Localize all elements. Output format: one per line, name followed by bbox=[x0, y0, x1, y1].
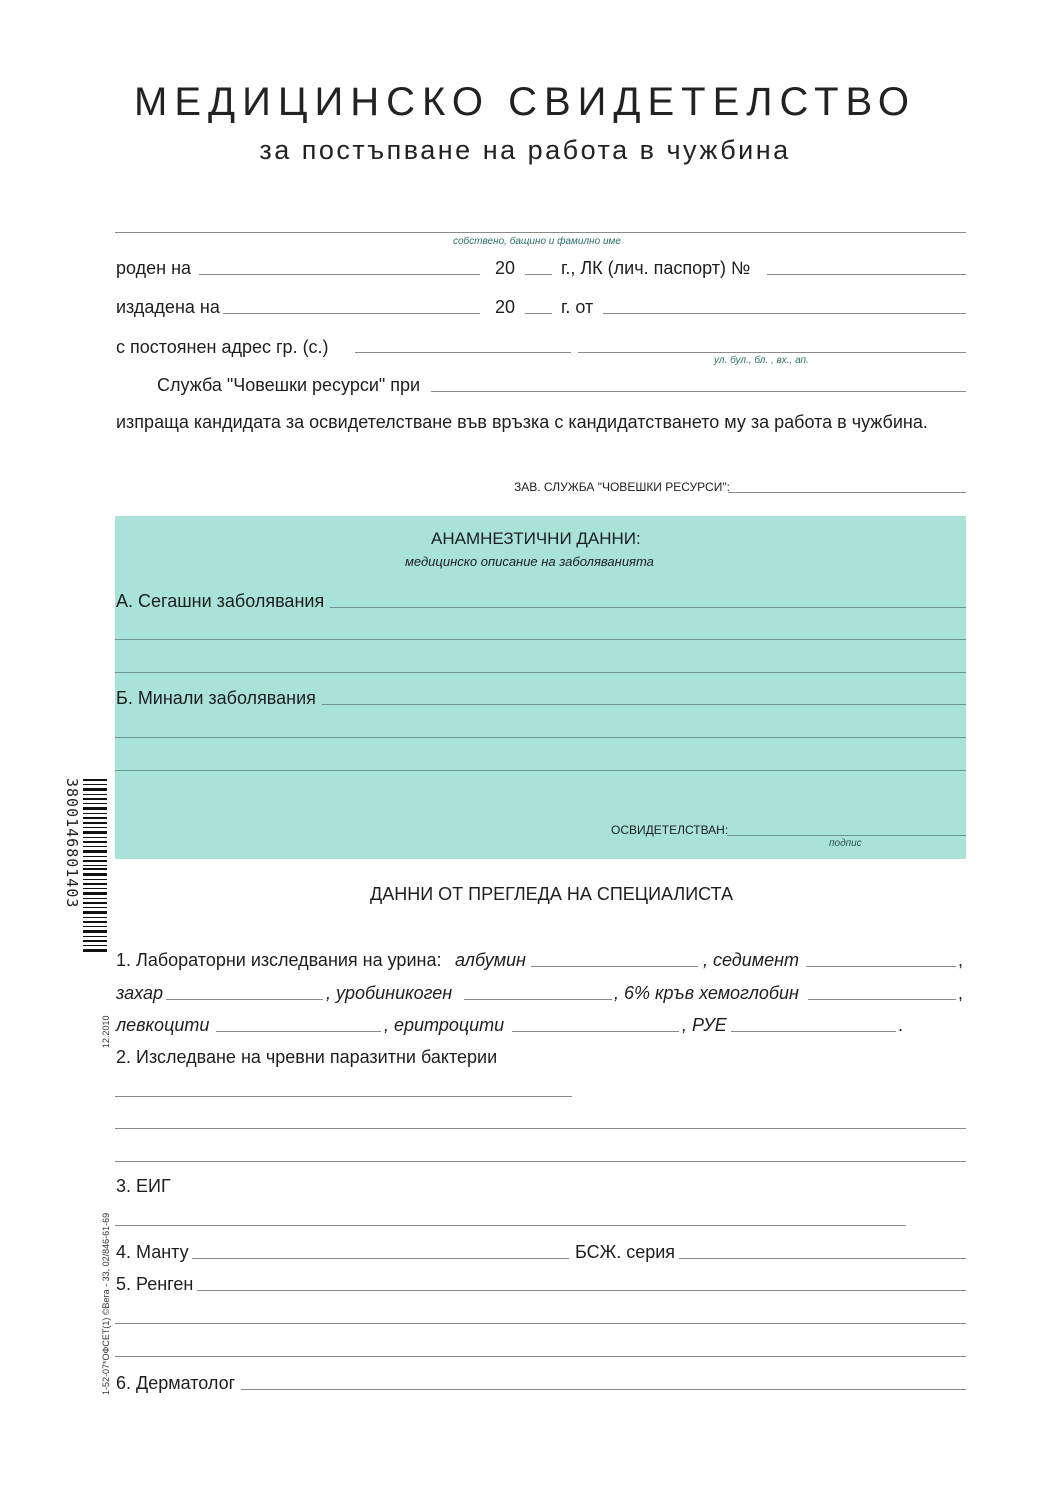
examined-label: ОСВИДЕТЕЛСТВАН: bbox=[611, 823, 729, 837]
hr-head-label: ЗАВ. СЛУЖБА "ЧОВЕШКИ РЕСУРСИ": bbox=[514, 480, 730, 494]
past-diseases-line-3[interactable] bbox=[115, 770, 966, 771]
hr-service-label: Служба "Човешки ресурси" при bbox=[157, 375, 421, 395]
urine-tests-label: 1. Лабораторни изследвания на урина: bbox=[116, 950, 442, 970]
examined-signature-field[interactable] bbox=[727, 835, 966, 836]
past-diseases-line-2[interactable] bbox=[115, 737, 966, 738]
leukocytes-label: левкоцити bbox=[116, 1015, 210, 1035]
issued-date-field[interactable] bbox=[223, 313, 480, 314]
rue-field[interactable] bbox=[731, 1031, 896, 1032]
parasites-label: 2. Изследване на чревни паразитни бактерии bbox=[116, 1047, 498, 1067]
parasites-field[interactable] bbox=[115, 1096, 572, 1097]
xray-label: 5. Ренген bbox=[116, 1274, 194, 1294]
xray-line-2[interactable] bbox=[115, 1323, 966, 1324]
address-hint: ул. бул., бл. , вх., ап. bbox=[714, 355, 809, 366]
parasites-line-2[interactable] bbox=[115, 1128, 966, 1129]
current-diseases-line-2[interactable] bbox=[115, 639, 966, 640]
leukocytes-field[interactable] bbox=[216, 1031, 381, 1032]
date-code: 12.2010 bbox=[101, 1015, 111, 1048]
dermatologist-field[interactable] bbox=[241, 1389, 966, 1390]
sediment-field[interactable] bbox=[806, 966, 956, 967]
current-diseases-line-3[interactable] bbox=[115, 672, 966, 673]
name-field[interactable] bbox=[115, 232, 966, 233]
name-hint: собствено, бащино и фамилно име bbox=[453, 236, 621, 247]
parasites-line-3[interactable] bbox=[115, 1161, 966, 1162]
hr-service-field[interactable] bbox=[431, 391, 966, 392]
address-city-field[interactable] bbox=[355, 352, 571, 353]
barcode-number: 3800146801403 bbox=[63, 778, 81, 909]
hr-head-signature-field[interactable] bbox=[728, 492, 966, 493]
document-subtitle: за постъпване на работа в чужбина bbox=[259, 135, 791, 165]
born-date-field[interactable] bbox=[199, 274, 480, 275]
document-title: МЕДИЦИНСКО СВИДЕТЕЛСТВО bbox=[134, 80, 916, 124]
current-diseases-label: А. Сегашни заболявания bbox=[116, 591, 325, 611]
bcg-series-field[interactable] bbox=[679, 1258, 966, 1259]
current-diseases-field[interactable] bbox=[330, 607, 966, 608]
hr-sentence: изпраща кандидата за освидетелстване във връзка с кандидатстването му за работа в чужбина. bbox=[116, 412, 928, 432]
born-year-prefix: 20 bbox=[495, 258, 516, 278]
born-suffix-label: г., ЛК (лич. паспорт) № bbox=[561, 258, 751, 278]
dermatologist-label: 6. Дерматолог bbox=[116, 1373, 236, 1393]
row1-comma: , bbox=[958, 950, 964, 970]
anamnesis-subheading: медицинско описание на заболяванията bbox=[405, 554, 654, 569]
albumin-label: албумин bbox=[455, 950, 526, 970]
mantoux-label: 4. Манту bbox=[116, 1242, 189, 1262]
urobilinogen-label: , уробиникоген bbox=[326, 983, 453, 1003]
eig-field[interactable] bbox=[115, 1225, 906, 1226]
erythrocytes-field[interactable] bbox=[512, 1031, 679, 1032]
row3-period: . bbox=[898, 1015, 904, 1035]
past-diseases-label: Б. Минали заболявания bbox=[116, 688, 316, 708]
born-year-field[interactable] bbox=[525, 274, 552, 275]
born-label: роден на bbox=[116, 258, 192, 278]
sediment-label: , седимент bbox=[703, 950, 800, 970]
issued-year-field[interactable] bbox=[525, 313, 552, 314]
albumin-field[interactable] bbox=[531, 966, 698, 967]
signature-hint: подпис bbox=[829, 838, 862, 849]
sugar-label: захар bbox=[116, 983, 163, 1003]
past-diseases-field[interactable] bbox=[322, 704, 966, 705]
rue-label: , РУЕ bbox=[682, 1015, 727, 1035]
hemoglobin-label: , 6% кръв хемоглобин bbox=[614, 983, 799, 1003]
erythrocytes-label: , еритроцити bbox=[384, 1015, 505, 1035]
anamnesis-heading: АНАМНЕЗТИЧНИ ДАННИ: bbox=[431, 529, 641, 548]
hemoglobin-field[interactable] bbox=[808, 999, 956, 1000]
row2-comma: , bbox=[958, 983, 964, 1003]
address-street-field[interactable] bbox=[578, 352, 966, 353]
issued-by-label: г. от bbox=[561, 297, 594, 317]
urobilinogen-field[interactable] bbox=[464, 999, 612, 1000]
issued-label: издадена на bbox=[116, 297, 220, 317]
mantoux-field[interactable] bbox=[192, 1258, 569, 1259]
issued-year-prefix: 20 bbox=[495, 297, 516, 317]
address-label: с постоянен адрес гр. (с.) bbox=[116, 337, 329, 357]
xray-line-3[interactable] bbox=[115, 1356, 966, 1357]
issued-by-field[interactable] bbox=[603, 313, 966, 314]
bcg-label: БСЖ. серия bbox=[575, 1242, 676, 1262]
sugar-field[interactable] bbox=[166, 999, 323, 1000]
eig-label: 3. ЕИГ bbox=[116, 1176, 171, 1196]
xray-field[interactable] bbox=[197, 1290, 966, 1291]
barcode bbox=[83, 779, 107, 954]
print-code: 1-52-07*ОФСЕТ(1) ©Вега - 33, 02/846-61-69 bbox=[101, 1212, 111, 1395]
specialist-heading: ДАННИ ОТ ПРЕГЛЕДА НА СПЕЦИАЛИСТА bbox=[370, 884, 733, 904]
passport-number-field[interactable] bbox=[767, 274, 966, 275]
